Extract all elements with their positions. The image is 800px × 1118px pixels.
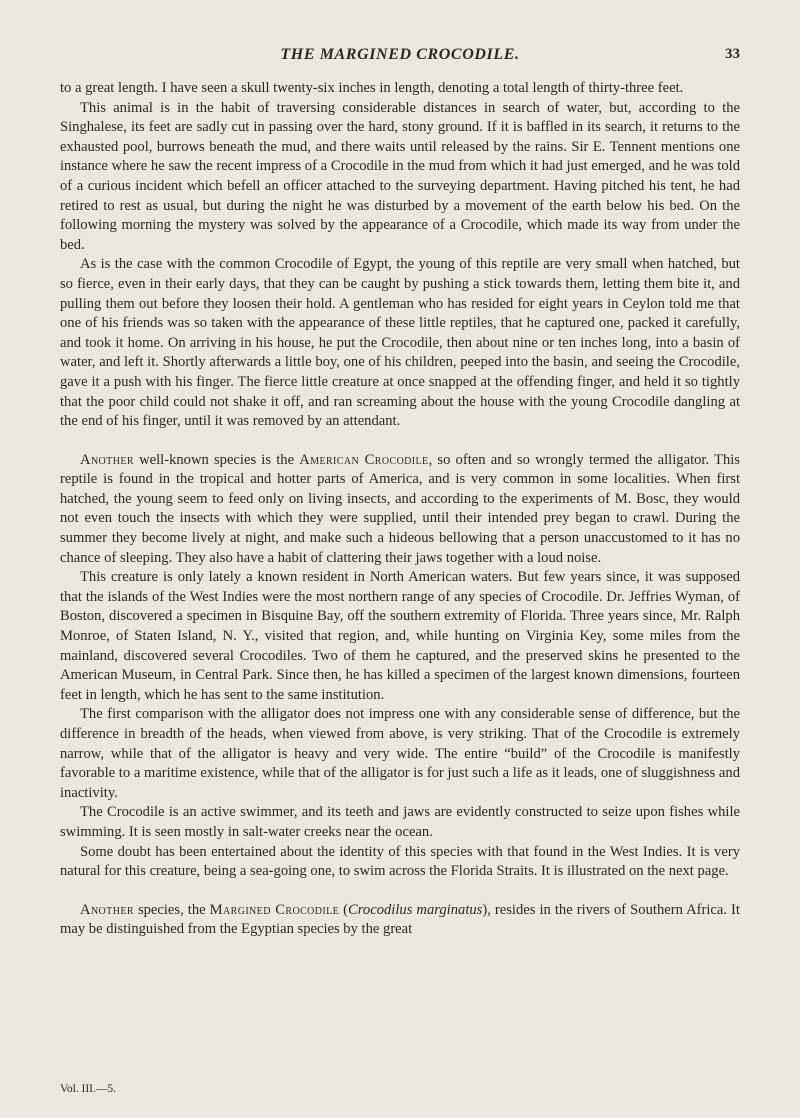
volume-signature: Vol. III.—5. — [60, 1083, 117, 1095]
paragraph-text: ), resides in the rivers of Southern Africa. It may be distinguished from the Egyptian species by the great — [60, 901, 740, 938]
paragraph: As is the case with the common Crocodile of Egypt, the young of this reptile are very small when hatched, but so fierce, even in their early days, that they can be caught by pushing a stick towards them, letting them bite it, and pulling them out before they loosen their hold. A gentleman who has resided for eight years in Ceylon told me that one of his friends was so taken with the appearance of these little reptiles, that he captured one, packed it carefully, and took it home. On arriving in his house, he put the Crocodile, then about nine or ten inches long, into a basin of water, and left it. Shortly afterwards a little boy, one of his children, peeped into the basin, and seeing the Crocodile, gave it a push with his finger. The fierce little creature at once snapped at the offending finger, and held it so tightly that the poor child could not shake it off, and ran screaming about the house with the young Crocodile dangling at the end of his finger, until it was removed by an attendant. — [60, 256, 740, 430]
paragraph-american-crocodile — [60, 451, 740, 569]
paragraph: The first comparison with the alligator does not impress one with any considerable sense of difference, but the difference in breadth of the heads, when viewed from above, is very striking. That of the Crocodile is extremely narrow, while that of the alligator is heavy and very wide. The entire “build” of the Crocodile is manifestly favorable to a maritime existence, while that of the alligator is for just such a life as it leads, one of sluggishness and inactivity. — [60, 706, 740, 801]
paragraph-text: well-known species is the — [133, 451, 300, 468]
paragraph: Some doubt has been entertained about the identity of this species with that found in the West Indies. It is very natural for this creature, being a sea-going one, to swim across the Florida Straits. It is illustrated on the next page. — [60, 843, 740, 880]
paragraph-text: ( — [339, 901, 349, 918]
paragraph-lead-word: Another — [80, 901, 134, 918]
paragraph: The Crocodile is an active swimmer, and its teeth and jaws are evidently constructed to seize upon fishes while swimming. It is seen mostly in salt-water creeks near the ocean. — [60, 804, 740, 840]
latin-name: Crocodilus marginatus — [348, 901, 483, 918]
species-name: Margined Crocodile — [209, 901, 340, 918]
species-name: American Crocodile — [299, 451, 429, 468]
paragraph-continued: to a great length. I have seen a skull twenty-six inches in length, denoting a total length of thirty-three feet. — [60, 80, 684, 96]
paragraph: This creature is only lately a known resident in North American waters. But few years since, it was supposed that the islands of the West Indies were the most northern range of any species of Crocodile. Dr. Jeffries Wyman, of Boston, discovered a specimen in Bisquine Bay, off the southern extremity of Florida. Three years since, Mr. Ralph Monroe, of Staten Island, N. Y., visited that region, and, while hunting on Virginia Key, some miles from the mainland, discovered several Crocodiles. Two of them he captured, and the preserved skins he presented to the American Museum, in Central Park. Since then, he has killed a specimen of the largest known dimensions, fourteen feet in length, which he has sent to the same institution. — [60, 569, 740, 703]
paragraph-text: , so often and so wrongly termed the alligator. This reptile is found in the tropical and hotter parts of America, and is very common in some localities. When first hatched, the young seem to feed only on living insects, and according to the experiments of M. Bosc, they would not even touch the insects with which they were supplied, until their intended prey began to crawl. During the summer they become lively at night, and make such a hideous bellowing that a person unaccustomed to it has no chance of sleeping. They also have a habit of clattering their jaws together with a loud noise. — [60, 451, 740, 566]
page-number: 33 — [725, 46, 740, 62]
paragraph-text: species, the — [133, 901, 210, 918]
paragraph: This animal is in the habit of traversing considerable distances in search of water, but, according to the Singhalese, its feet are sadly cut in passing over the hard, stony ground. If it is baffled in its search, it returns to the exhausted pool, burrows beneath the mud, and there waits until released by the rains. Sir E. Tennent mentions one instance where he saw the recent impress of a Crocodile in the mud from which it had just emerged, and he was told of a curious incident which befell an officer attached to the surveying department. Having pitched his tent, he had retired to rest as usual, but during the night he was disturbed by a movement of the earth below his bed. On the following morning the mystery was solved by the appearance of a Crocodile, which made its way from under the bed. — [60, 99, 740, 253]
body-text — [60, 79, 740, 940]
paragraph-margined-crocodile — [60, 901, 740, 940]
running-head — [60, 46, 740, 68]
paragraph-lead-word: Another — [80, 451, 134, 468]
running-title: THE MARGINED CROCODILE. — [280, 46, 520, 63]
